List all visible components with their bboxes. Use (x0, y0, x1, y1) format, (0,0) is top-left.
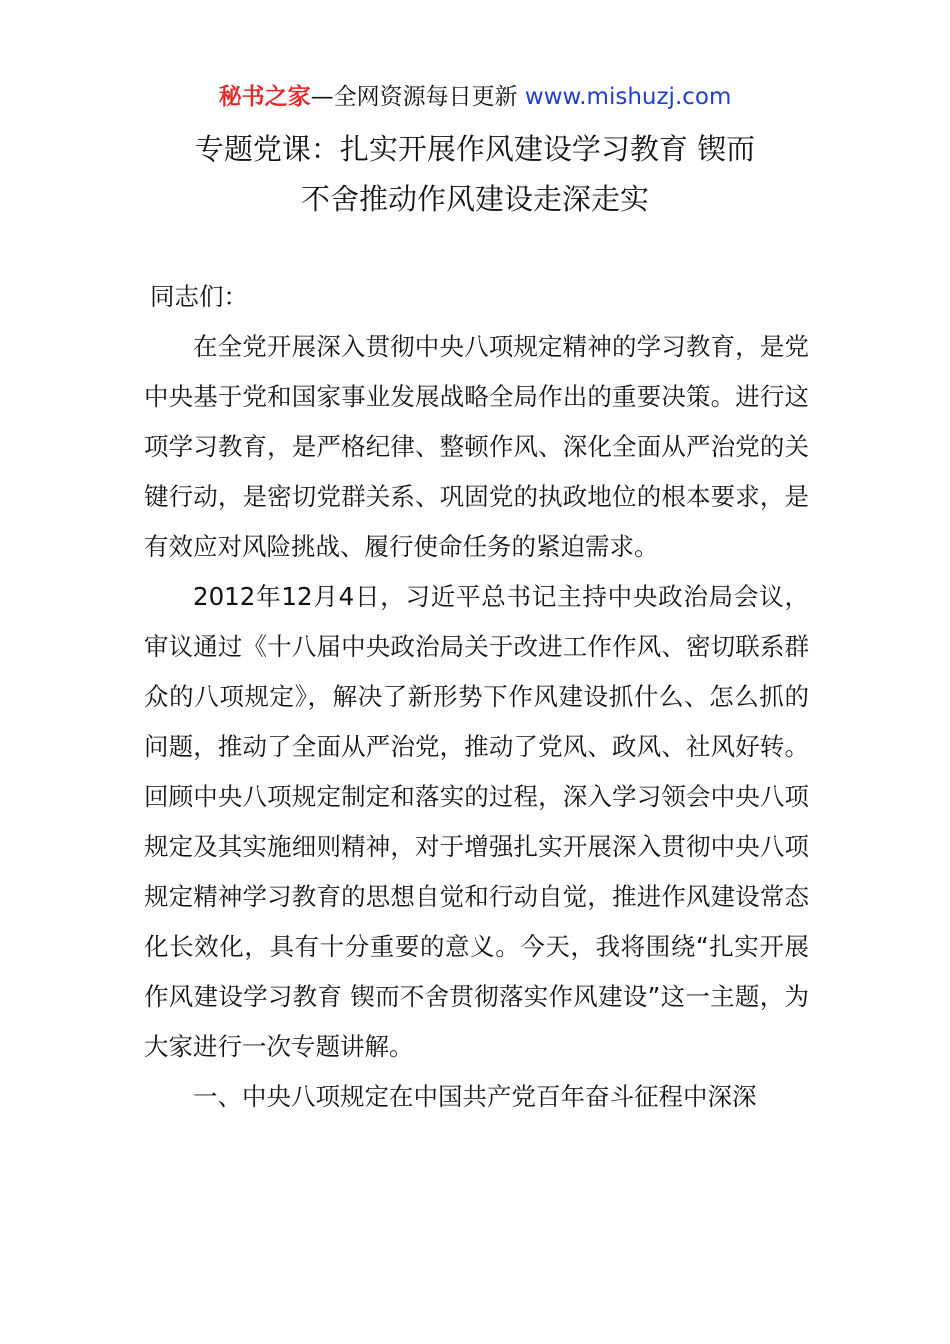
site-url-link[interactable]: www.mishuzj.com (524, 84, 732, 110)
title-line-1: 专题党课：扎实开展作风建设学习教育 锲而 (194, 132, 756, 166)
site-header (0, 80, 950, 114)
document-title (100, 124, 850, 224)
header-tagline: —全网资源每日更新 (310, 84, 518, 110)
title-line-2: 不舍推动作风建设走深走实 (300, 182, 649, 216)
paragraph-2: 2012年12月4日，习近平总书记主持中央政治局会议，审议通过《十八届中央政治局关于改进工作作风、密切联系群众的八项规定》，解决了新形势下作风建设抓什么、怎么抓的问题，推动了全面从严治党，推动了党风、政风、社风好转。回顾中央八项规定制定和落实的过程，深入学习领会中央八项规定及其实施细则精神，对于增强扎实开展深入贯彻中央八项规定精神学习教育的思想自觉和行动自觉，推进作风建设常态化长效化，具有十分重要的意义。今天，我将围绕“扎实开展作风建设学习教育 锲而不舍贯彻落实作风建设”这一主题，为大家进行一次专题讲解。 (144, 582, 809, 1061)
brand-name: 秘书之家 (218, 84, 311, 110)
document-body (144, 272, 809, 1122)
section-heading-1: 一、中央八项规定在中国共产党百年奋斗征程中深深 (193, 1082, 757, 1111)
salutation: 同志们： (150, 282, 248, 311)
paragraph-1: 在全党开展深入贯彻中央八项规定精神的学习教育，是党中央基于党和国家事业发展战略全局作出的重要决策。进行这项学习教育，是严格纪律、整顿作风、深化全面从严治党的关键行动，是密切党群关系、巩固党的执政地位的根本要求，是有效应对风险挑战、履行使命任务的紧迫需求。 (144, 332, 809, 561)
